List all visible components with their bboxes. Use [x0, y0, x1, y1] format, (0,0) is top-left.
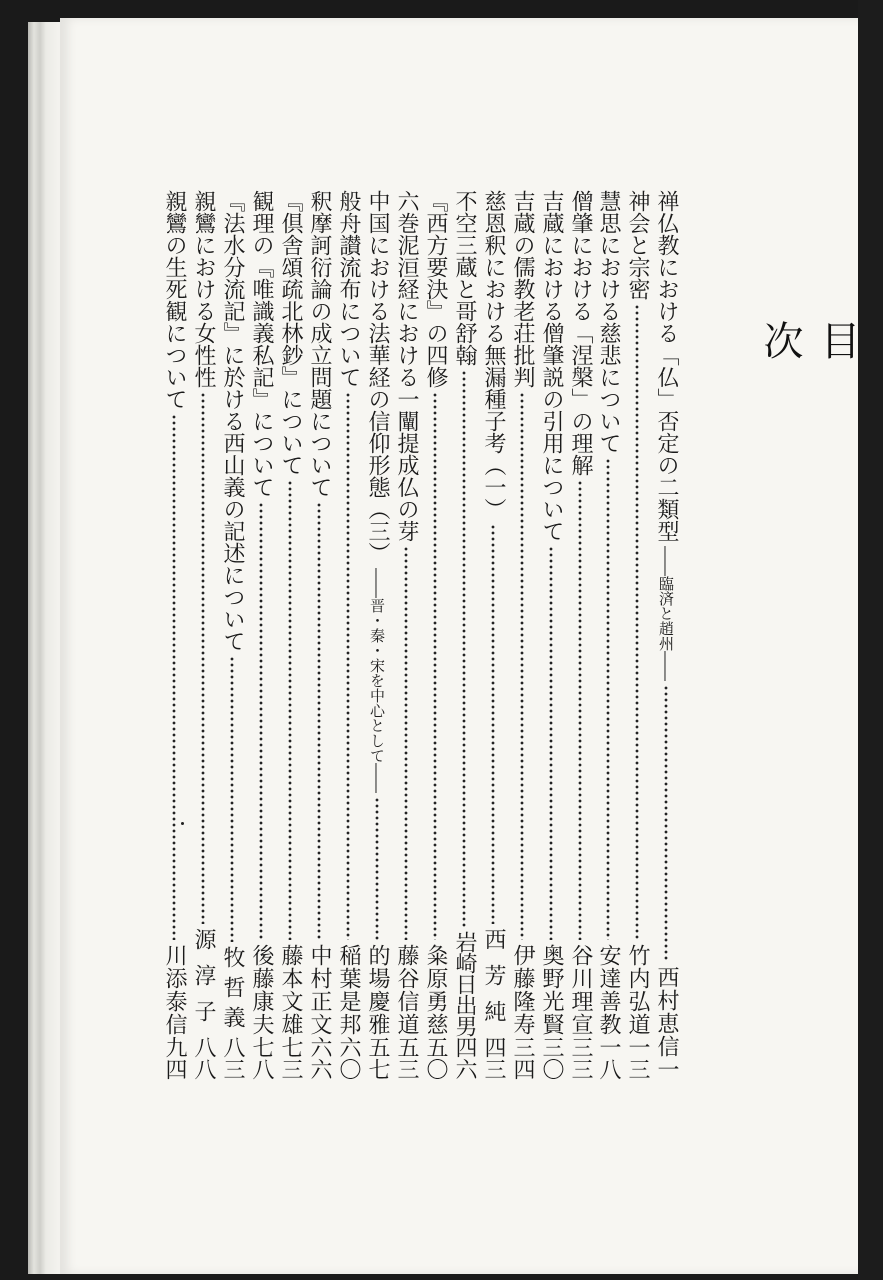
toc-entry[interactable]: [189, 190, 217, 1080]
entry-title: 『法水分流記』に於ける西山義の記述について: [220, 190, 245, 652]
entry-page: 七八: [249, 1036, 274, 1080]
leader-dots: [548, 546, 554, 940]
leader-dots: [519, 392, 525, 940]
entry-title: 吉蔵における僧肇説の引用について: [539, 190, 564, 542]
leader-dots: [229, 656, 235, 942]
entry-page: 三四: [510, 1036, 535, 1080]
entry-subtitle: ――臨済と趙州――: [657, 546, 675, 681]
toc-title-char-1: 目: [814, 320, 860, 360]
entry-page: 一三: [625, 1036, 650, 1080]
entry-page: 七三: [278, 1036, 303, 1080]
entry-author: 西村恵信: [654, 966, 679, 1058]
entry-page: 八三: [220, 1036, 245, 1080]
leader-dots: [258, 502, 264, 940]
entry-page: 四三: [481, 1036, 506, 1080]
toc-entry[interactable]: [392, 190, 420, 1080]
entry-page: 一: [654, 1058, 679, 1080]
entry-title: 僧肇における「涅槃」の理解: [568, 190, 593, 476]
entry-page: 五三: [394, 1036, 419, 1080]
entry-author: 後藤康夫: [249, 944, 274, 1036]
toc-entry[interactable]: [566, 190, 594, 1080]
entry-subtitle: ――晋・秦・宋を中心として――: [368, 568, 386, 793]
entry-page: 一八: [596, 1036, 621, 1080]
leader-dots: [287, 480, 293, 940]
toc-entry[interactable]: [363, 190, 391, 1080]
entry-title: 『倶舎頌疏北林鈔』について: [278, 190, 303, 476]
entry-author: 牧哲義: [220, 946, 245, 1036]
entry-page: 四六: [452, 1036, 477, 1080]
toc-entry[interactable]: [623, 190, 651, 1080]
leader-dots: [200, 392, 206, 924]
entry-author: 川添泰信: [162, 944, 187, 1036]
toc-entry[interactable]: [305, 190, 333, 1080]
entry-author: 安達善教: [596, 944, 621, 1036]
entry-author: 中村正文: [307, 944, 332, 1036]
leader-dots: [577, 480, 583, 940]
leader-dots: [663, 685, 669, 962]
entry-author: 稲葉是邦: [336, 944, 361, 1036]
entry-title: 吉蔵の儒教老荘批判: [510, 190, 535, 388]
toc-entry[interactable]: [218, 190, 246, 1080]
toc-title: [752, 320, 866, 440]
entry-page: 五七: [365, 1036, 390, 1080]
entry-title: 不空三蔵と哥舒翰: [452, 190, 477, 366]
entry-author: 伊藤隆寿: [510, 944, 535, 1036]
toc-entry[interactable]: [421, 190, 449, 1080]
entry-page: 三三: [568, 1036, 593, 1080]
entry-author: 岩崎日出男: [452, 931, 477, 1036]
leader-dots: [316, 502, 322, 940]
entry-title: 神会と宗密: [625, 190, 650, 300]
toc-entry[interactable]: [160, 190, 188, 1080]
entry-page: 九四: [162, 1036, 187, 1080]
entry-title: 中国における法華経の信仰形態（三）: [365, 190, 390, 564]
toc-entry[interactable]: [450, 190, 478, 1080]
entry-author: 奥野光賢: [539, 944, 564, 1036]
entry-title: 親鸞の生死観について: [162, 190, 187, 410]
entry-title: 釈摩訶衍論の成立問題について: [307, 190, 332, 498]
leader-dots: [605, 458, 611, 940]
entry-author: 谷川理宣: [568, 944, 593, 1036]
leader-dots: [634, 304, 640, 940]
entry-title: 般舟讃流布について: [336, 190, 361, 388]
toc-entry[interactable]: [652, 190, 680, 1080]
leader-dots: [345, 392, 351, 940]
toc-entry[interactable]: [594, 190, 622, 1080]
entry-title: 慈恩釈における無漏種子考（一）: [481, 190, 506, 520]
leader-dots: [432, 392, 438, 940]
leader-dots: [461, 370, 467, 927]
entry-title: 六巻泥洹経における一闡提成仏の芽: [394, 190, 419, 542]
entry-page: 六〇: [336, 1036, 361, 1080]
toc-entry[interactable]: [537, 190, 565, 1080]
entry-page: 三〇: [539, 1036, 564, 1080]
leader-dots: [171, 414, 177, 940]
entry-author: 西芳純: [481, 928, 506, 1036]
entry-page: 五〇: [423, 1036, 448, 1080]
leader-dots: [403, 546, 409, 940]
entry-title: 親鸞における女性性: [191, 190, 216, 388]
entry-title: 禅仏教における「仏」否定の二類型: [654, 190, 679, 542]
entry-author: 藤谷信道: [394, 944, 419, 1036]
paper-speck: [181, 822, 184, 825]
toc-title-char-2: 次: [757, 320, 803, 360]
scanner-background: [858, 0, 883, 1280]
toc-entry[interactable]: [247, 190, 275, 1080]
toc-entry[interactable]: [479, 190, 507, 1080]
entry-page: 六六: [307, 1036, 332, 1080]
entry-title: 観理の『唯識義私記』について: [249, 190, 274, 498]
entry-author: 粂原勇慈: [423, 944, 448, 1036]
toc-entry[interactable]: [276, 190, 304, 1080]
entry-title: 『西方要決』の四修: [423, 190, 448, 388]
leader-dots: [374, 797, 380, 940]
entry-author: 源淳子: [191, 928, 216, 1036]
toc-entry[interactable]: [334, 190, 362, 1080]
entry-author: 藤本文雄: [278, 944, 303, 1036]
entry-title: 慧思における慈悲について: [596, 190, 621, 454]
entry-page: 八八: [191, 1036, 216, 1080]
leader-dots: [490, 524, 496, 924]
toc-entry[interactable]: [508, 190, 536, 1080]
entry-author: 竹内弘道: [625, 944, 650, 1036]
entry-author: 的場慶雅: [365, 944, 390, 1036]
